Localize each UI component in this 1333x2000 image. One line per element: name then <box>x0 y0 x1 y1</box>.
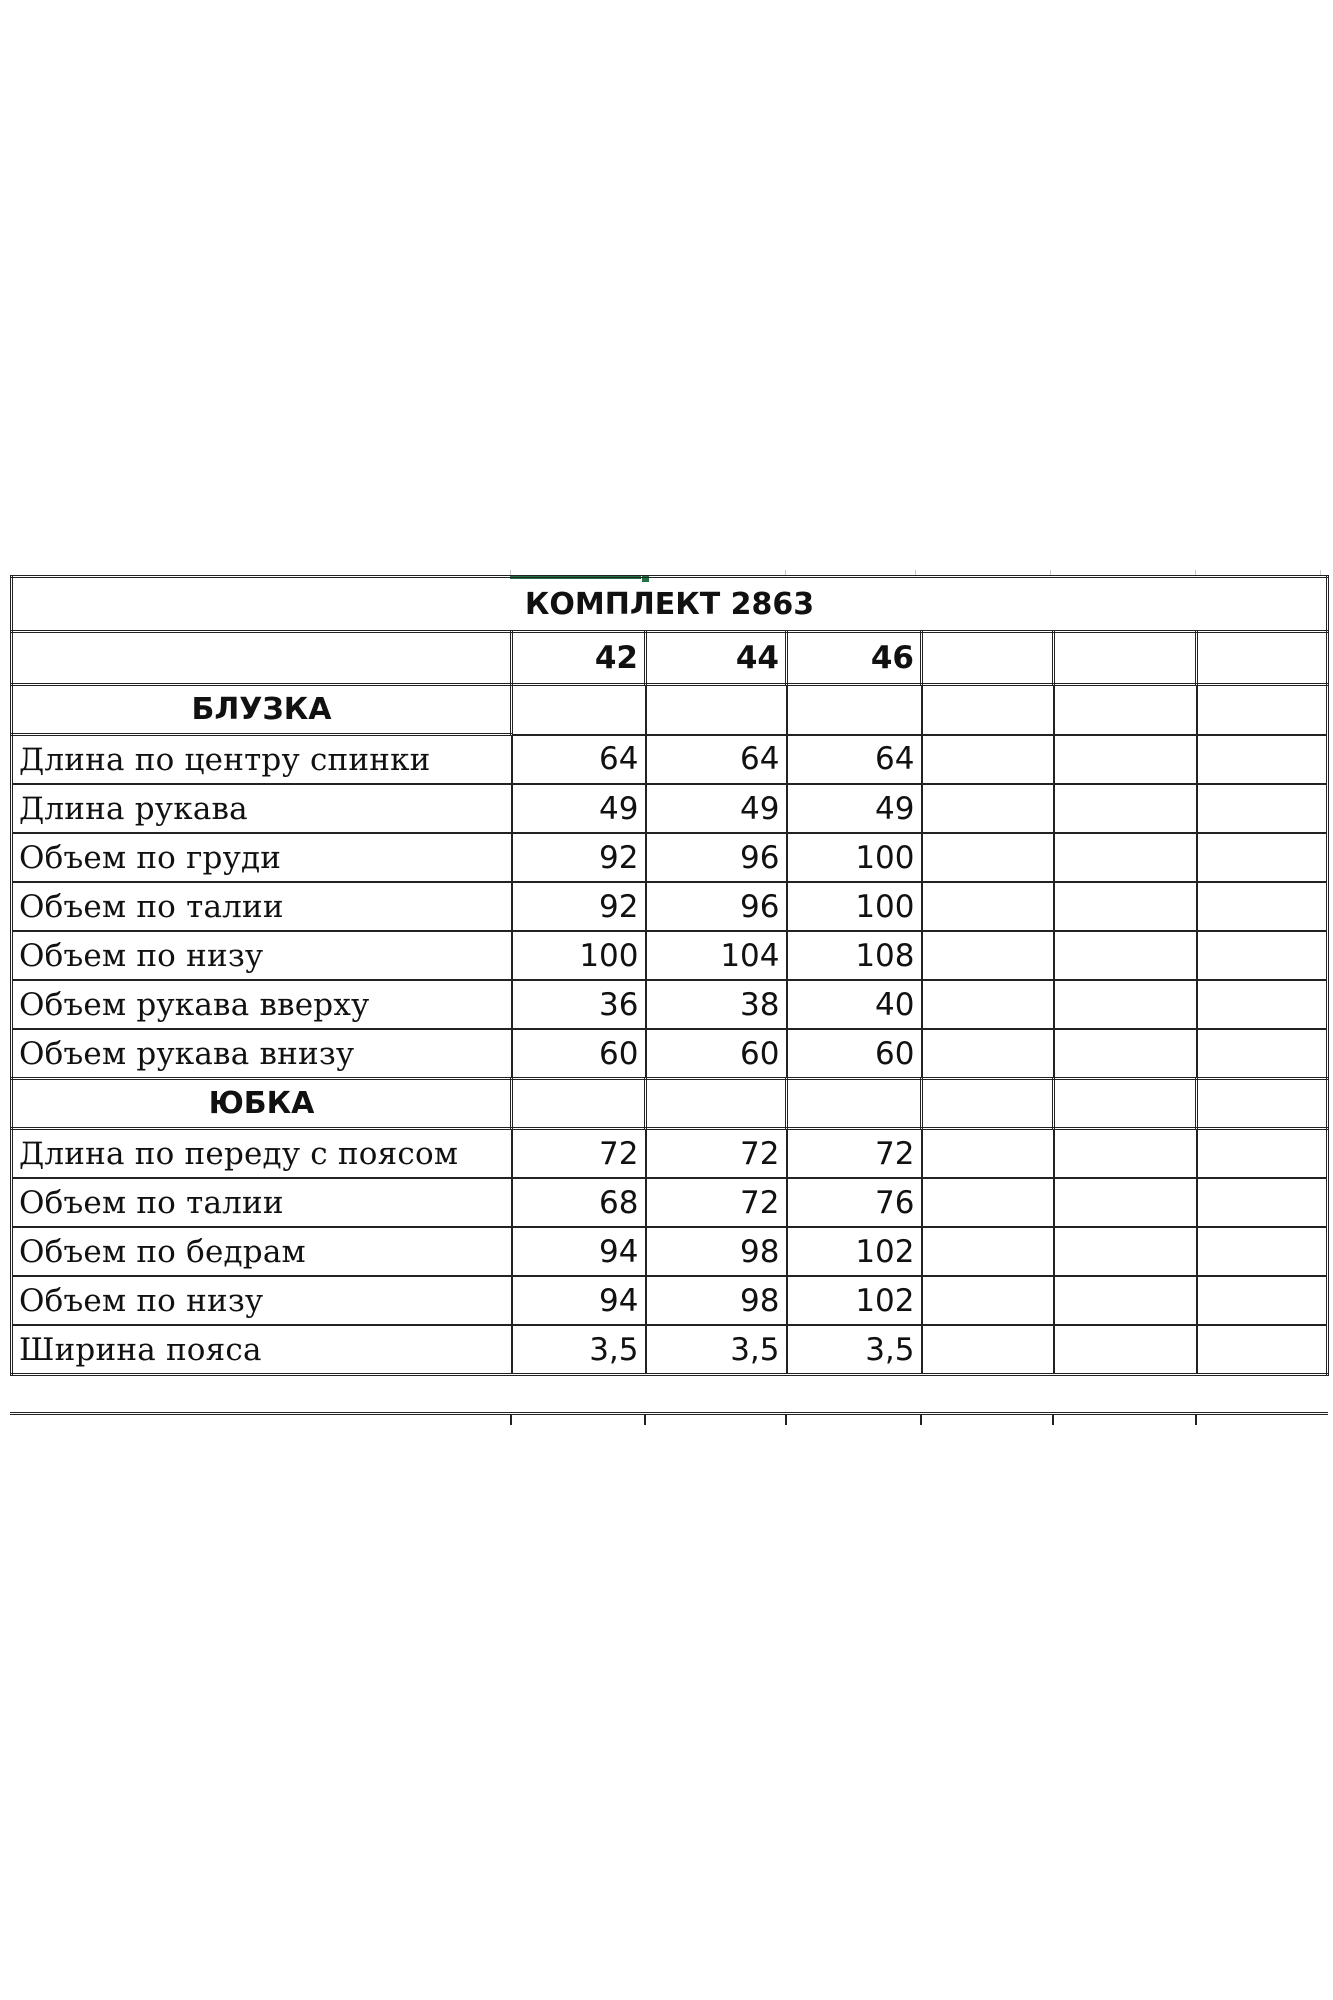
measurement-value[interactable]: 100 <box>512 931 646 980</box>
empty-cell[interactable] <box>1197 1325 1328 1375</box>
empty-cell[interactable] <box>1054 735 1197 785</box>
empty-cell[interactable] <box>1054 632 1197 685</box>
measurement-value[interactable]: 98 <box>646 1276 787 1325</box>
empty-cell[interactable] <box>1054 685 1197 735</box>
measurement-value[interactable]: 3,5 <box>646 1325 787 1375</box>
measurement-value[interactable]: 49 <box>787 784 922 833</box>
empty-cell[interactable] <box>922 632 1054 685</box>
measurement-label[interactable]: Объем по талии <box>12 882 512 931</box>
measurement-label[interactable]: Длина по центру спинки <box>12 735 512 785</box>
empty-cell[interactable] <box>922 1029 1054 1079</box>
table-title[interactable]: КОМПЛЕКТ 2863 <box>12 577 1328 632</box>
empty-cell[interactable] <box>512 1079 646 1129</box>
empty-cell[interactable] <box>922 931 1054 980</box>
measurement-value[interactable]: 100 <box>787 882 922 931</box>
empty-cell[interactable] <box>1197 1276 1328 1325</box>
measurement-value[interactable]: 60 <box>646 1029 787 1079</box>
measurement-value[interactable]: 72 <box>646 1129 787 1179</box>
measurement-label[interactable]: Объем рукава вверху <box>12 980 512 1029</box>
measurement-value[interactable]: 76 <box>787 1178 922 1227</box>
measurement-value[interactable]: 92 <box>512 882 646 931</box>
measurement-value[interactable]: 104 <box>646 931 787 980</box>
table-bottom-border <box>10 1412 1328 1425</box>
empty-cell[interactable] <box>1054 1079 1197 1129</box>
empty-cell[interactable] <box>922 1276 1054 1325</box>
empty-cell[interactable] <box>1197 1178 1328 1227</box>
measurement-value[interactable]: 96 <box>646 882 787 931</box>
measurement-value[interactable]: 100 <box>787 833 922 882</box>
measurement-value[interactable]: 68 <box>512 1178 646 1227</box>
empty-cell[interactable] <box>1054 833 1197 882</box>
section-heading[interactable]: ЮБКА <box>12 1079 512 1129</box>
title-row <box>12 577 1328 632</box>
empty-cell[interactable] <box>922 1178 1054 1227</box>
empty-cell[interactable] <box>1197 1029 1328 1079</box>
empty-cell[interactable] <box>1197 931 1328 980</box>
measurement-value[interactable]: 49 <box>512 784 646 833</box>
measurement-value[interactable]: 38 <box>646 980 787 1029</box>
measurement-value[interactable]: 49 <box>646 784 787 833</box>
empty-cell[interactable] <box>1054 882 1197 931</box>
section-row <box>12 1079 1328 1129</box>
measurement-value[interactable]: 108 <box>787 931 922 980</box>
size-chart-sheet <box>10 575 1328 1430</box>
measurement-label[interactable]: Объем по низу <box>12 931 512 980</box>
measurement-label[interactable]: Длина по переду с поясом <box>12 1129 512 1179</box>
measurement-label[interactable]: Ширина пояса <box>12 1325 512 1375</box>
empty-cell[interactable] <box>1054 1276 1197 1325</box>
empty-cell[interactable] <box>922 1325 1054 1375</box>
size-header-42[interactable]: 42 <box>512 632 646 685</box>
empty-cell[interactable] <box>1197 1079 1328 1129</box>
empty-cell[interactable] <box>1054 1227 1197 1276</box>
empty-cell[interactable] <box>922 1129 1054 1179</box>
measurement-value[interactable]: 94 <box>512 1276 646 1325</box>
empty-cell[interactable] <box>1197 685 1328 735</box>
measurement-label[interactable]: Объем по талии <box>12 1178 512 1227</box>
empty-cell[interactable] <box>1054 1029 1197 1079</box>
size-header-44[interactable]: 44 <box>646 632 787 685</box>
measurement-value[interactable]: 72 <box>512 1129 646 1179</box>
empty-cell[interactable] <box>1054 1325 1197 1375</box>
empty-cell[interactable] <box>922 1227 1054 1276</box>
table-row <box>12 1029 1328 1079</box>
empty-cell[interactable] <box>787 685 922 735</box>
table-row <box>12 833 1328 882</box>
measurement-value[interactable]: 36 <box>512 980 646 1029</box>
empty-cell[interactable] <box>1197 632 1328 685</box>
measurement-label[interactable]: Объем по низу <box>12 1276 512 1325</box>
table-row <box>12 1325 1328 1375</box>
empty-cell[interactable] <box>1197 882 1328 931</box>
measurement-value[interactable]: 40 <box>787 980 922 1029</box>
empty-cell[interactable] <box>1197 1129 1328 1179</box>
measurement-value[interactable]: 72 <box>787 1129 922 1179</box>
size-header-row <box>12 632 1328 685</box>
empty-cell[interactable] <box>646 685 787 735</box>
measurement-value[interactable]: 98 <box>646 1227 787 1276</box>
measurement-value[interactable]: 94 <box>512 1227 646 1276</box>
measurement-value[interactable]: 60 <box>512 1029 646 1079</box>
size-chart-table <box>10 575 1329 1376</box>
empty-cell[interactable] <box>922 882 1054 931</box>
empty-cell[interactable] <box>1197 735 1328 785</box>
table-row <box>12 1227 1328 1276</box>
size-header-corner[interactable] <box>12 632 512 685</box>
table-row <box>12 882 1328 931</box>
empty-cell[interactable] <box>922 833 1054 882</box>
table-row <box>12 735 1328 785</box>
empty-cell[interactable] <box>1197 784 1328 833</box>
measurement-value[interactable]: 96 <box>646 833 787 882</box>
measurement-value[interactable]: 64 <box>512 735 646 785</box>
measurement-value[interactable]: 64 <box>787 735 922 785</box>
measurement-label[interactable]: Объем по бедрам <box>12 1227 512 1276</box>
empty-cell[interactable] <box>1054 931 1197 980</box>
empty-cell[interactable] <box>646 1079 787 1129</box>
table-row <box>12 980 1328 1029</box>
measurement-label[interactable]: Длина рукава <box>12 784 512 833</box>
table-row <box>12 1276 1328 1325</box>
empty-cell[interactable] <box>1197 1227 1328 1276</box>
empty-cell[interactable] <box>922 784 1054 833</box>
empty-cell[interactable] <box>1054 1178 1197 1227</box>
empty-cell[interactable] <box>922 1079 1054 1129</box>
empty-cell[interactable] <box>1054 980 1197 1029</box>
measurement-label[interactable]: Объем рукава внизу <box>12 1029 512 1079</box>
table-row <box>12 1178 1328 1227</box>
section-heading[interactable]: БЛУЗКА <box>12 685 512 735</box>
empty-cell[interactable] <box>1197 980 1328 1029</box>
empty-cell[interactable] <box>787 1079 922 1129</box>
section-row <box>12 685 1328 735</box>
measurement-value[interactable]: 102 <box>787 1227 922 1276</box>
empty-cell[interactable] <box>1197 833 1328 882</box>
measurement-value[interactable]: 3,5 <box>512 1325 646 1375</box>
measurement-value[interactable]: 64 <box>646 735 787 785</box>
measurement-value[interactable]: 3,5 <box>787 1325 922 1375</box>
measurement-value[interactable]: 72 <box>646 1178 787 1227</box>
empty-cell[interactable] <box>922 685 1054 735</box>
measurement-value[interactable]: 92 <box>512 833 646 882</box>
table-row <box>12 784 1328 833</box>
empty-cell[interactable] <box>922 980 1054 1029</box>
empty-cell[interactable] <box>922 735 1054 785</box>
empty-cell[interactable] <box>1054 784 1197 833</box>
measurement-label[interactable]: Объем по груди <box>12 833 512 882</box>
measurement-value[interactable]: 60 <box>787 1029 922 1079</box>
size-header-46[interactable]: 46 <box>787 632 922 685</box>
empty-cell[interactable] <box>1054 1129 1197 1179</box>
empty-cell[interactable] <box>512 685 646 735</box>
table-row <box>12 931 1328 980</box>
measurement-value[interactable]: 102 <box>787 1276 922 1325</box>
table-row <box>12 1129 1328 1179</box>
